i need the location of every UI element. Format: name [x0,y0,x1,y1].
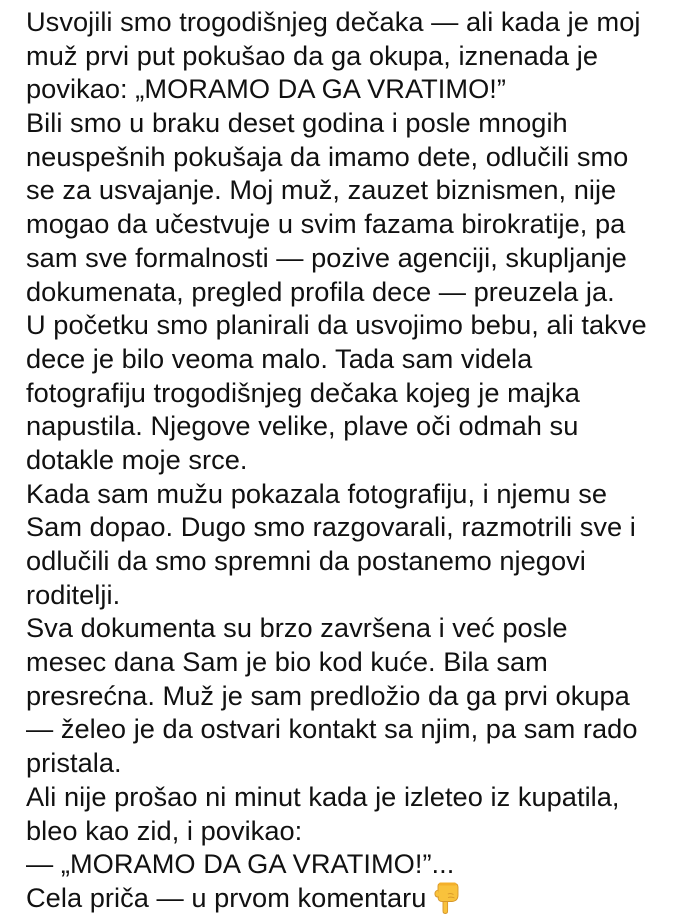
post-line: Kada sam mužu pokazala fotografiju, i njemu se [26,477,608,509]
post-line: dece je bilo veoma malo. Tada sam videla [26,342,533,374]
post-line: muž prvi put pokušao da ga okupa, iznenada je [26,39,599,71]
backhand-index-pointing-down-icon [432,882,462,914]
post-line: povikao: „MORAMO DA GA VRATIMO!” [26,73,506,105]
post-line: odlučili da smo spremni da postanemo njegovi [26,545,586,576]
post-line: mogao da učestvuje u svim fazama birokratije, pa [26,208,626,240]
post-line: dokumenata, pregled profila dece — preuzela ja. [26,275,615,307]
post-line: presrećna. Muž je sam predložio da ga prvi okupa [26,679,630,711]
post-line: dotakle moje srce. [26,443,248,475]
post-line: napustila. Njegove velike, plave oči odmah su [26,410,579,442]
post-line: fotografiju trogodišnjeg dečaka kojeg je majka [26,376,580,408]
post-line: bleo kao zid, i povikao: [26,814,303,846]
post-line: pristala. [26,747,122,779]
post-line: Ali nije prošao ni minut kada je izleteo iz kupatila, [26,780,620,812]
post-line: neuspešnih pokušaja da imamo dete, odlučili smo [26,140,629,172]
post-line: se za usvajanje. Moj muž, zauzet biznismen, nije [26,174,617,206]
post-text [26,5,691,915]
post-line: — želeo je da ostvari kontakt sa njim, pa sam rado [26,713,638,745]
post-line: mesec dana Sam je bio kod kuće. Bila sam [26,646,548,678]
post-line: Usvojili smo trogodišnjeg dečaka — ali kada je moj [26,6,641,37]
post-line-last-text: Cela priča — u prvom komentaru [26,881,427,913]
post-line: roditelji. [26,578,121,610]
post-line: Sam dopao. Dugo smo razgovarali, razmotrili sve i [26,511,636,543]
post-line: U početku smo planirali da usvojimo bebu, ali takve [26,309,647,341]
post-line-last [26,881,691,915]
post-line: — „MORAMO DA GA VRATIMO!”... [26,848,455,880]
post-line: sam sve formalnosti — pozive agenciji, skupljanje [26,241,627,273]
post-line: Bili smo u braku deset godina i posle mnogih [26,107,568,139]
post-line: Sva dokumenta su brzo završena i već posle [26,612,568,644]
